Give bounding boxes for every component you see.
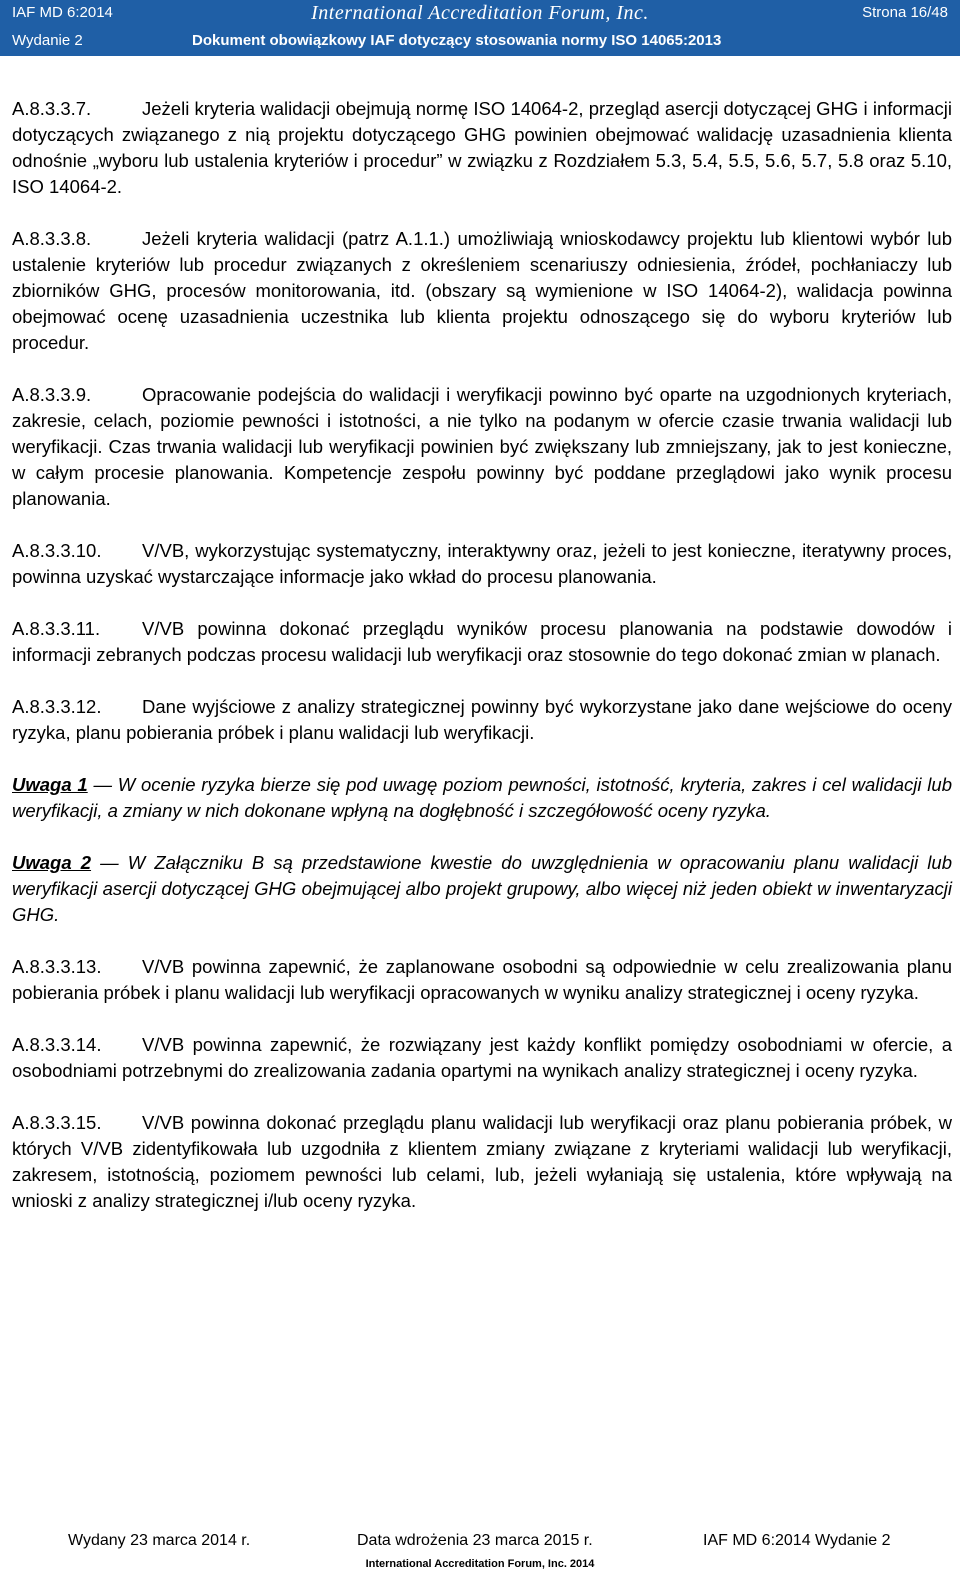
copyright: International Accreditation Forum, Inc. 2014 bbox=[365, 1558, 595, 1570]
footer-doc-edition: IAF MD 6:2014 Wydanie 2 bbox=[703, 1532, 891, 1549]
edition: Wydanie 2 bbox=[12, 32, 83, 49]
paragraph-text: V/VB powinna zapewnić, że zaplanowane osobodni są odpowiednie w celu zrealizowania planu pobierania próbek i planu walidacji lub weryfikacji opracowanych w wyniku analizy strategicznej i oceny ryzyka. bbox=[12, 956, 952, 1003]
paragraph bbox=[12, 226, 952, 356]
paragraph-text: V/VB powinna zapewnić, że rozwiązany jest każdy konflikt pomiędzy osobodniami w ofercie, a osobodniami potrzebnymi do zrealizowania zadania opartymi na wynikach analizy strategicznej i oceny ryzyka. bbox=[12, 1034, 952, 1081]
paragraph-number: A.8.3.3.13. bbox=[12, 956, 102, 977]
paragraph-number: A.8.3.3.7. bbox=[12, 98, 92, 119]
paragraph-text: V/VB, wykorzystując systematyczny, interaktywny oraz, jeżeli to jest konieczne, iteratywny proces, powinna uzyskać wystarczające informacje jako wkład do procesu planowania. bbox=[12, 540, 952, 587]
paragraph-number: A.8.3.3.9. bbox=[12, 384, 92, 405]
page-footer bbox=[0, 1522, 960, 1569]
paragraph bbox=[12, 616, 952, 668]
note-label: Uwaga 2 bbox=[12, 852, 92, 873]
document-title: Dokument obowiązkowy IAF dotyczący stosowania normy ISO 14065:2013 bbox=[192, 32, 722, 49]
note: Uwaga 2 — W Załączniku B są przedstawione kwestie do uwzględnienia w opracowaniu planu walidacji lub weryfikacji asercji dotyczącej GHG obejmującej albo projekt grupowy, albo więcej niż jeden obiekt w inwentaryzacji GHG. bbox=[12, 852, 952, 925]
paragraph-text: Jeżeli kryteria walidacji (patrz A.1.1.) umożliwiają wnioskodawcy projektu lub klientowi wybór lub ustalenie kryteriów lub procedur związanych z określeniem scenariuszy odniesienia, źródeł, pochłaniaczy lub zbiorników GHG, procesów monitorowania, itd. (obszary są wymienione w ISO 14064-2), walidacja powinna obejmować ocenę uzasadnienia uczestnika lub klienta projektu odnoszącego się do wyboru kryteriów lub procedur. bbox=[12, 228, 952, 353]
paragraph bbox=[12, 538, 952, 590]
document-body bbox=[12, 96, 952, 1240]
note-text: W ocenie ryzyka bierze się pod uwagę poziom pewności, istotność, kryteria, zakres i cel walidacji lub weryfikacji, a zmiany w nich dokonane wpłyną na dogłębność i szczegółowość oceny ryzyka. bbox=[12, 774, 952, 821]
paragraph-text: Dane wyjściowe z analizy strategicznej powinny być wykorzystane jako dane wejściowe do oceny ryzyka, planu pobierania próbek i planu walidacji lub weryfikacji. bbox=[12, 696, 952, 743]
paragraph-number: A.8.3.3.8. bbox=[12, 228, 92, 249]
note: Uwaga 1 — W ocenie ryzyka bierze się pod uwagę poziom pewności, istotność, kryteria, zakres i cel walidacji lub weryfikacji, a zmiany w nich dokonane wpłyną na dogłębność i szczegółowość oceny ryzyka. bbox=[12, 774, 952, 821]
paragraph bbox=[12, 96, 952, 200]
header-row-bottom bbox=[12, 30, 948, 54]
paragraph-text: V/VB powinna dokonać przeglądu wyników procesu planowania na podstawie dowodów i informacji zebranych podczas procesu walidacji lub weryfikacji oraz stosownie do tego dokonać zmian w planach. bbox=[12, 618, 952, 665]
paragraph-text: Jeżeli kryteria walidacji obejmują normę ISO 14064-2, przegląd asercji dotyczącej GHG i informacji dotyczących związanego z nią projektu dotyczącego GHG powinien obejmować walidację uzasadnienia klienta odnośnie „wyboru lub ustalenia kryteriów i procedur” w związku z Rozdziałem 5.3, 5.4, 5.5, 5.6, 5.7, 5.8 oraz 5.10, ISO 14064-2. bbox=[12, 98, 952, 197]
paragraph bbox=[12, 382, 952, 512]
paragraph bbox=[12, 694, 952, 746]
paragraph bbox=[12, 1032, 952, 1084]
page-number: Strona 16/48 bbox=[862, 4, 948, 21]
note-text: W Załączniku B są przedstawione kwestie do uwzględnienia w opracowaniu planu walidacji lub weryfikacji asercji dotyczącej GHG obejmującej albo projekt grupowy, albo więcej niż jeden obiekt w inwentaryzacji GHG. bbox=[12, 852, 952, 925]
doc-code: IAF MD 6:2014 bbox=[12, 4, 113, 21]
paragraph-number: A.8.3.3.12. bbox=[12, 696, 102, 717]
paragraph-number: A.8.3.3.14. bbox=[12, 1034, 102, 1055]
issue-date: Wydany 23 marca 2014 r. bbox=[68, 1532, 251, 1549]
header-row-top bbox=[12, 2, 948, 28]
note-label: Uwaga 1 bbox=[12, 774, 88, 795]
paragraph-number: A.8.3.3.15. bbox=[12, 1112, 102, 1133]
paragraph-number: A.8.3.3.11. bbox=[12, 618, 101, 639]
forum-name: International Accreditation Forum, Inc. bbox=[311, 2, 649, 24]
footer-row bbox=[0, 1532, 960, 1554]
paragraph bbox=[12, 1110, 952, 1214]
paragraph-text: V/VB powinna dokonać przeglądu planu walidacji lub weryfikacji oraz planu pobierania próbek, w których V/VB zidentyfikowała lub uzgodniła z klientem zmiany związane z kryteriami walidacji lub weryfikacji, zakresem, istotnością, poziomem pewności lub celami, lub, jeżeli wyłaniają się ustalenia, które wpływają na wnioski z analizy strategicznej i/lub oceny ryzyka. bbox=[12, 1112, 952, 1211]
paragraph-text: Opracowanie podejścia do walidacji i weryfikacji powinno być oparte na uzgodnionych kryteriach, zakresie, celach, poziomie pewności i istotności, a nie tylko na podanym w ofercie czasie trwania walidacji lub weryfikacji. Czas trwania walidacji lub weryfikacji powinien być zwiększany lub zmniejszany, jak to jest konieczne, w całym procesie planowania. Kompetencje zespołu powinny być poddane przeglądowi jako wynik procesu planowania. bbox=[12, 384, 952, 509]
implementation-date: Data wdrożenia 23 marca 2015 r. bbox=[357, 1532, 593, 1549]
page-header bbox=[0, 0, 960, 56]
paragraph-number: A.8.3.3.10. bbox=[12, 540, 102, 561]
paragraph bbox=[12, 954, 952, 1006]
